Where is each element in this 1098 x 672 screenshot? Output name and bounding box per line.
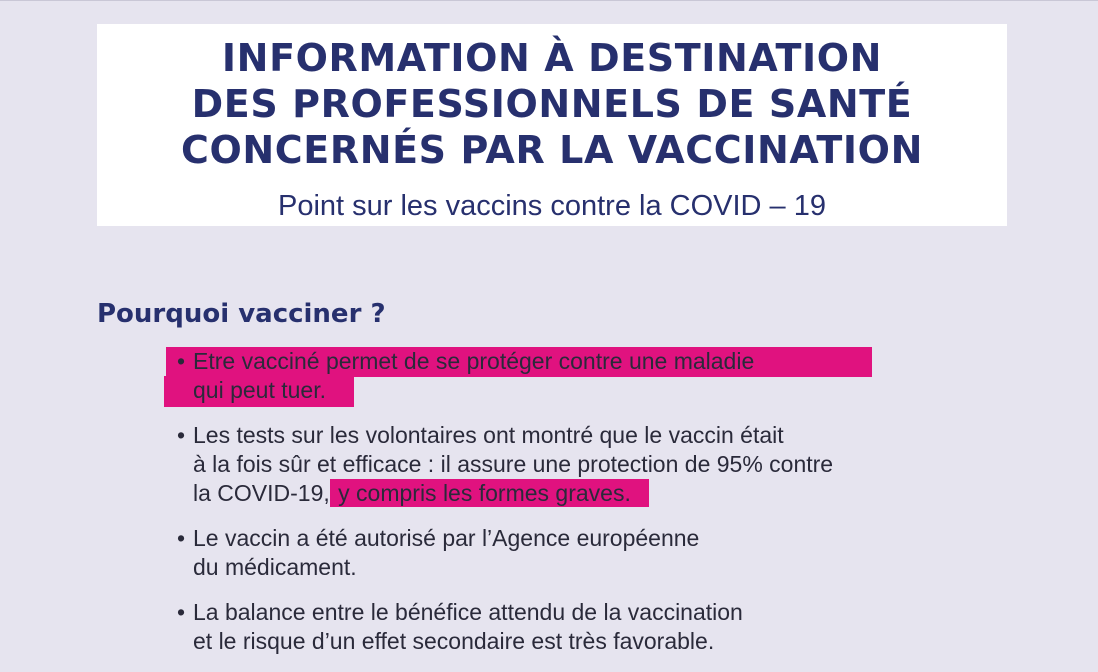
list-item xyxy=(174,598,974,656)
list-item xyxy=(174,524,974,582)
section-heading: Pourquoi vacciner ? xyxy=(97,299,386,329)
bullet-icon: • xyxy=(177,525,186,551)
bullet-icon: • xyxy=(177,599,186,625)
page-subtitle: Point sur les vaccins contre la COVID – 19 xyxy=(277,190,826,222)
list-item-line: qui peut tuer. xyxy=(193,377,326,403)
bullet-icon: • xyxy=(177,348,186,374)
list-item xyxy=(174,421,974,508)
bullet-icon: • xyxy=(177,422,186,448)
list-item-line: Les tests sur les volontaires ont montré que le vaccin était xyxy=(193,422,784,448)
list-item-line: et le risque d’un effet secondaire est très favorable. xyxy=(193,628,715,654)
highlighted-text: y compris les formes graves. xyxy=(330,479,649,507)
top-border xyxy=(0,0,1098,1)
list-item-line: La balance entre le bénéfice attendu de la vaccination xyxy=(193,599,743,625)
list-item-line xyxy=(193,479,974,508)
title-line-1: INFORMATION À DESTINATION xyxy=(221,36,883,80)
list-item-line: Le vaccin a été autorisé par l’Agence européenne xyxy=(193,525,700,551)
header-card xyxy=(97,24,1007,226)
bullet-list xyxy=(174,347,974,672)
list-item xyxy=(174,347,974,405)
list-item-line: Etre vacciné permet de se protéger contre une maladie xyxy=(193,348,755,374)
page-title xyxy=(97,24,1007,173)
list-item-line: à la fois sûr et efficace : il assure une protection de 95% contre xyxy=(193,451,834,477)
list-item-text: la COVID-19, xyxy=(193,480,330,506)
list-item-line: du médicament. xyxy=(193,554,357,580)
title-line-3: CONCERNÉS PAR LA VACCINATION xyxy=(181,128,923,172)
title-line-2: DES PROFESSIONNELS DE SANTÉ xyxy=(191,82,913,126)
